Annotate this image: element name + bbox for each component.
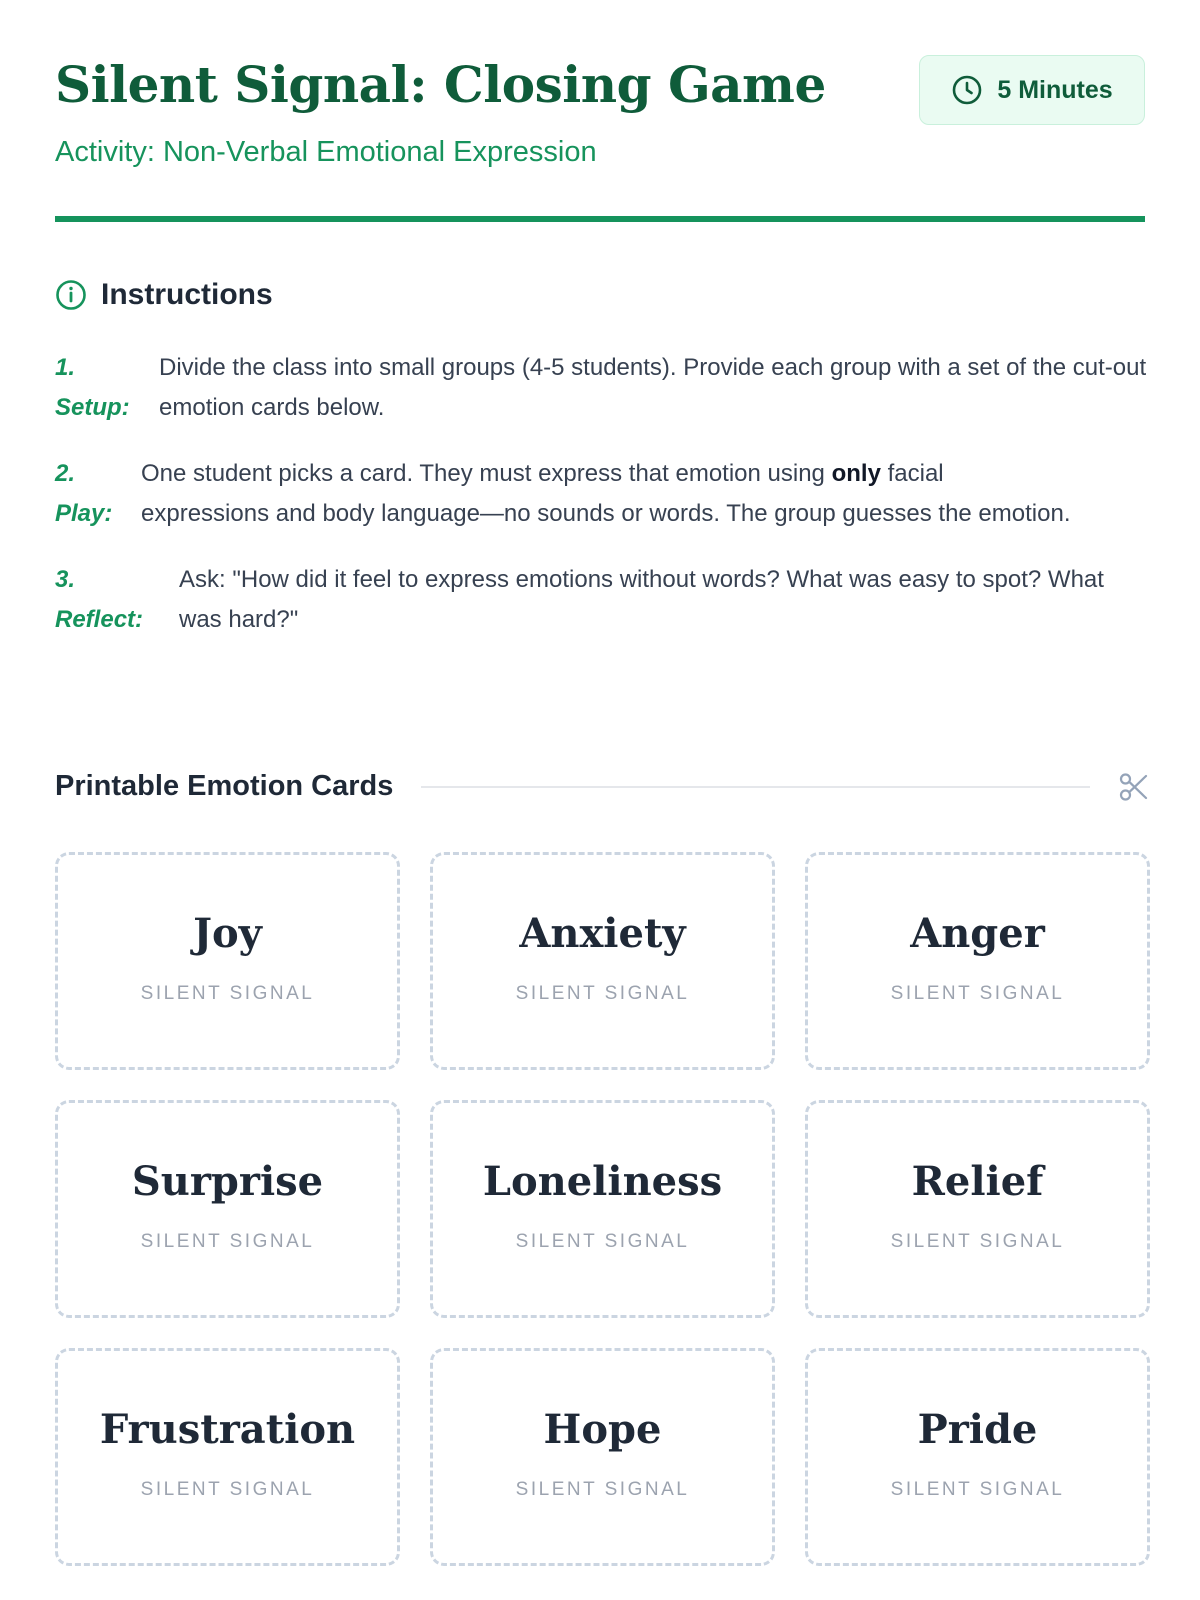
emotion-card xyxy=(805,1100,1150,1318)
cards-heading xyxy=(55,770,1150,803)
step-text: Divide the class into small groups (4-5 students). Provide each group with a set of the cut-out emotion cards below. xyxy=(159,354,1147,421)
instruction-steps xyxy=(55,348,1150,666)
step-label xyxy=(55,560,179,640)
heading-divider xyxy=(421,786,1090,788)
header xyxy=(55,0,1145,222)
step-number: 1. xyxy=(55,354,76,381)
emotion-card xyxy=(55,1348,400,1566)
emotion-name: Anger xyxy=(910,909,1045,957)
scissors-icon xyxy=(1118,771,1150,803)
card-tag: SILENT SIGNAL xyxy=(140,1478,315,1500)
emotion-card xyxy=(430,852,775,1070)
emotion-name: Surprise xyxy=(131,1157,324,1205)
card-tag: SILENT SIGNAL xyxy=(890,1230,1065,1252)
info-icon xyxy=(55,279,87,311)
emotion-cards-grid xyxy=(55,852,1150,1566)
step-name: Reflect: xyxy=(55,606,144,633)
step-text xyxy=(141,454,1076,534)
emotion-card xyxy=(430,1100,775,1318)
step-label xyxy=(55,348,159,428)
step-text-part: One student picks a card. They must express that emotion using xyxy=(141,460,832,487)
cards-title: Printable Emotion Cards xyxy=(55,770,394,802)
card-tag: SILENT SIGNAL xyxy=(140,1230,315,1252)
step-name: Setup: xyxy=(55,394,130,421)
card-tag: SILENT SIGNAL xyxy=(515,1478,690,1500)
emotion-card xyxy=(55,1100,400,1318)
emotion-name: Relief xyxy=(911,1157,1044,1205)
page-subtitle: Activity: Non-Verbal Emotional Expression xyxy=(55,136,597,168)
step-play xyxy=(55,454,1150,534)
emotion-card xyxy=(55,852,400,1070)
clock-icon xyxy=(951,74,983,106)
step-number: 2. xyxy=(55,460,76,487)
duration-label: 5 Minutes xyxy=(997,75,1113,104)
emotion-name: Hope xyxy=(543,1405,662,1453)
page-title: Silent Signal: Closing Game xyxy=(55,55,826,114)
emotion-card xyxy=(430,1348,775,1566)
step-name: Play: xyxy=(55,500,113,527)
step-number: 3. xyxy=(55,566,76,593)
emotion-name: Loneliness xyxy=(482,1157,723,1205)
card-tag: SILENT SIGNAL xyxy=(515,982,690,1004)
instructions-title: Instructions xyxy=(101,278,273,311)
step-setup xyxy=(55,348,1150,428)
step-reflect xyxy=(55,560,1150,640)
emotion-card xyxy=(805,1348,1150,1566)
step-text: Ask: "How did it feel to express emotions without words? What was easy to spot? What was hard?" xyxy=(179,566,1104,633)
duration-badge xyxy=(919,55,1145,125)
emotion-name: Pride xyxy=(917,1405,1038,1453)
step-text-part: facial expressions and body language—no sounds or words. The group guesses the emotion. xyxy=(141,460,1071,527)
emotion-name: Joy xyxy=(193,909,262,957)
step-emphasis: only xyxy=(831,460,881,487)
card-tag: SILENT SIGNAL xyxy=(890,1478,1065,1500)
card-tag: SILENT SIGNAL xyxy=(890,982,1065,1004)
card-tag: SILENT SIGNAL xyxy=(515,1230,690,1252)
emotion-name: Anxiety xyxy=(519,909,686,957)
emotion-name: Frustration xyxy=(99,1405,356,1453)
instructions-heading xyxy=(55,278,273,312)
step-label xyxy=(55,454,141,534)
emotion-card xyxy=(805,852,1150,1070)
card-tag: SILENT SIGNAL xyxy=(140,982,315,1004)
